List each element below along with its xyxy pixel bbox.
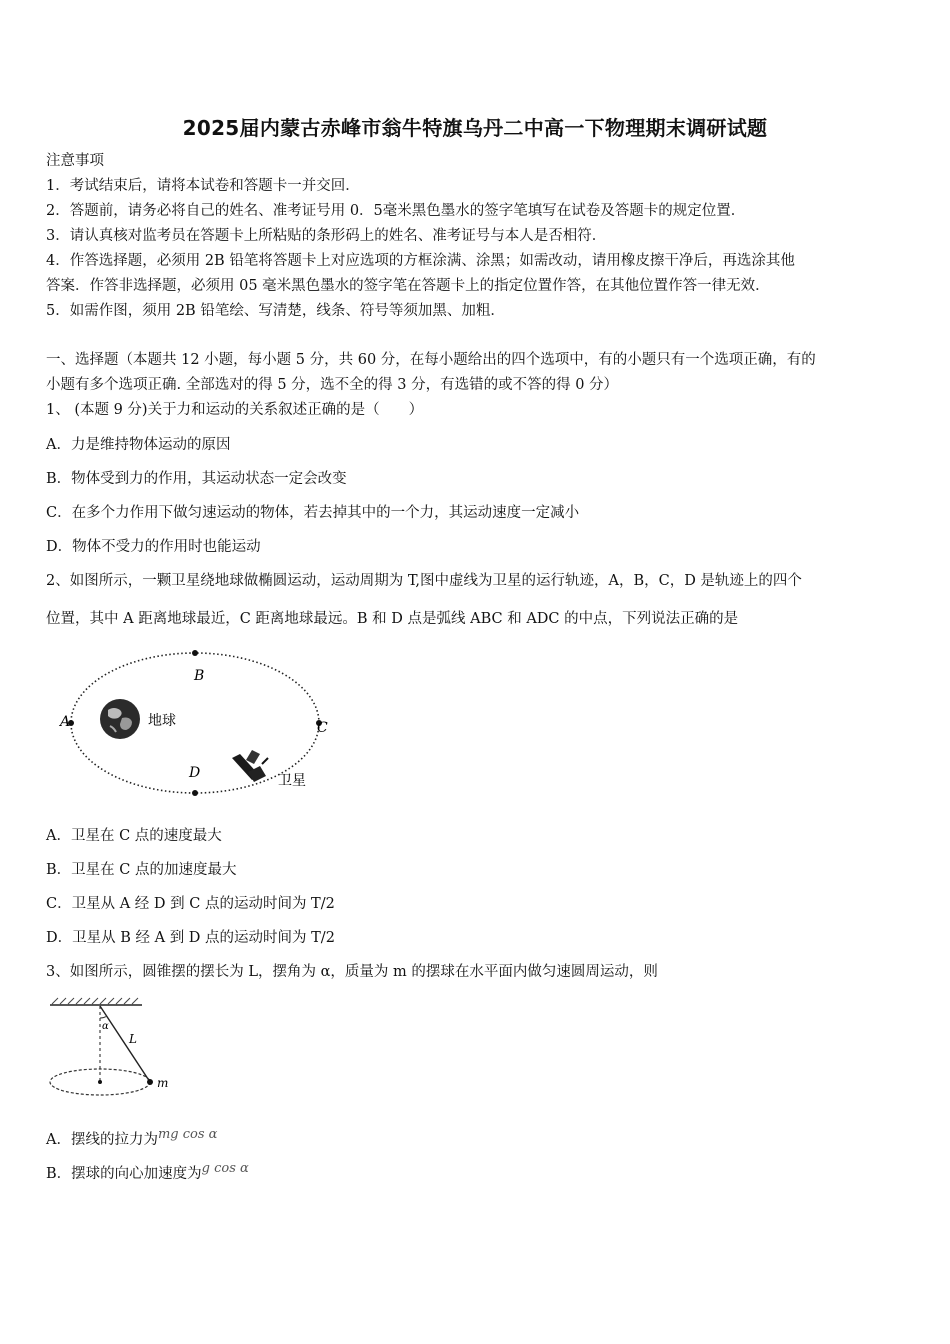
- label-a: A: [60, 714, 71, 730]
- circle-center-dot: [98, 1080, 102, 1084]
- label-m: m: [157, 1076, 169, 1090]
- q2-option-d: D．卫星从 B 经 A 到 D 点的运动时间为 T/2: [46, 930, 335, 946]
- satellite-orbit-figure: [56, 646, 346, 796]
- notice-heading: 注意事项: [46, 153, 104, 169]
- notice-item: 5．如需作图，须用 2B 铅笔绘、写清楚，线条、符号等须加黑、加粗．: [46, 303, 505, 319]
- q1-option-c: C．在多个力作用下做匀速运动的物体，若去掉其中的一个力，其运动速度一定减小: [46, 505, 580, 521]
- q2-stem: 2、如图所示，一颗卫星绕地球做椭圆运动，运动周期为 T,图中虚线为卫星的运行轨迹，A，B，C，D 是轨迹上的四个: [46, 573, 802, 589]
- section-heading: 一、选择题（本题共 12 小题，每小题 5 分，共 60 分，在每小题给出的四个选项中，有的小题只有一个选项正确，有的: [46, 352, 816, 368]
- q2-stem-cont: 位置，其中 A 距离地球最近，C 距离地球最远。B 和 D 点是弧线 ABC 和 ADC 的中点，下列说法正确的是: [46, 611, 739, 627]
- section-heading-cont: 小题有多个选项正确. 全部选对的得 5 分，选不全的得 3 分，有选错的或不答的得 0 分）: [46, 377, 619, 393]
- page-title: 2025届内蒙古赤峰市翁牛特旗乌丹二中高一下物理期末调研试题: [182, 116, 768, 140]
- q3-option-b: [46, 1161, 249, 1185]
- pendulum-bob: [147, 1079, 153, 1085]
- q3-option-b-formula: g cos α: [201, 1161, 249, 1176]
- earth-icon: [100, 699, 140, 739]
- satellite-icon: [232, 750, 268, 782]
- conical-pendulum-figure: [44, 996, 184, 1106]
- q3-option-a-formula: mg cos α: [157, 1127, 218, 1142]
- notice-item: 答案．作答非选择题，必须用 05 毫米黑色墨水的签字笔在答题卡上的指定位置作答，在其他位置作答一律无效．: [46, 278, 770, 294]
- label-b: B: [194, 668, 205, 684]
- label-d: D: [189, 765, 201, 781]
- q1-option-a: A．力是维持物体运动的原因: [46, 437, 231, 453]
- angle-arc: [100, 1016, 107, 1018]
- q3-stem: 3、如图所示，圆锥摆的摆长为 L，摆角为 α，质量为 m 的摆球在水平面内做匀速圆周运动，则: [46, 964, 658, 980]
- notice-item: 1．考试结束后，请将本试卷和答题卡一并交回．: [46, 178, 360, 194]
- satellite-label: 卫星: [278, 773, 306, 789]
- label-c: C: [317, 720, 328, 736]
- q1-stem: 1、 (本题 9 分)关于力和运动的关系叙述正确的是（ ）: [46, 402, 424, 418]
- q1-option-d: D．物体不受力的作用时也能运动: [46, 539, 261, 555]
- q2-option-b: B．卫星在 C 点的加速度最大: [46, 862, 237, 878]
- ceiling-hatching: [52, 998, 138, 1004]
- label-l: L: [129, 1032, 137, 1046]
- q2-option-c: C．卫星从 A 经 D 到 C 点的运动时间为 T/2: [46, 896, 335, 912]
- notice-item: 4．作答选择题，必须用 2B 铅笔将答题卡上对应选项的方框涂满、涂黑；如需改动，请用橡皮擦干净后，再选涂其他: [46, 253, 795, 269]
- q3-option-b-text: B．摆球的向心加速度为: [46, 1166, 202, 1182]
- point-b-dot: [192, 650, 198, 656]
- notice-item: 2．答题前，请务必将自己的姓名、准考证号用 0．5毫米黑色墨水的签字笔填写在试卷及答题卡的规定位置．: [46, 203, 746, 219]
- notice-item: 3．请认真核对监考员在答题卡上所粘贴的条形码上的姓名、准考证号与本人是否相符．: [46, 228, 607, 244]
- q3-option-a-text: A．摆线的拉力为: [46, 1132, 158, 1148]
- earth-label: 地球: [148, 713, 176, 729]
- point-d-dot: [192, 790, 198, 796]
- q2-option-a: A．卫星在 C 点的速度最大: [46, 828, 222, 844]
- label-alpha: α: [102, 1021, 109, 1032]
- q1-option-b: B．物体受到力的作用，其运动状态一定会改变: [46, 471, 347, 487]
- q3-option-a: [46, 1127, 218, 1151]
